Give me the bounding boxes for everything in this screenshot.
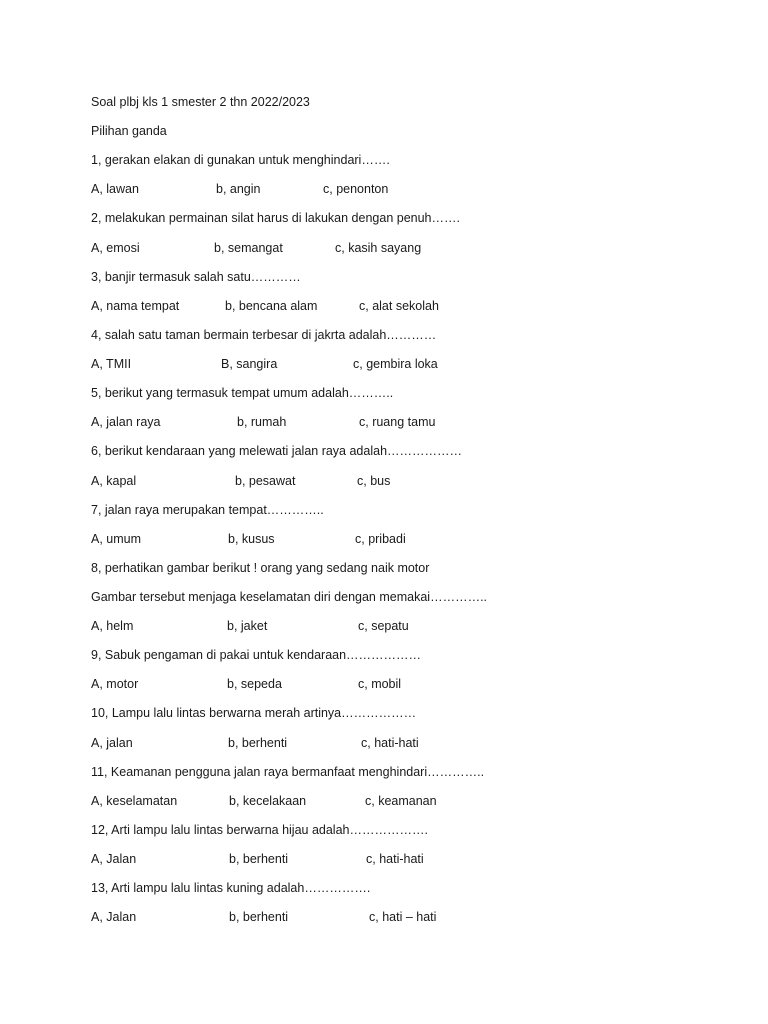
option-c: c, gembira loka: [353, 357, 438, 371]
option-c: c, sepatu: [358, 619, 409, 633]
question-8-continued: Gambar tersebut menjaga keselamatan diri dengan memakai…………..: [91, 590, 488, 604]
option-b: b, pesawat: [235, 474, 296, 488]
section-heading: Pilihan ganda: [91, 124, 167, 138]
option-a: A, motor: [91, 677, 139, 691]
option-c: c, alat sekolah: [359, 299, 439, 313]
option-b: b, kusus: [228, 532, 275, 546]
option-b: b, sepeda: [227, 677, 282, 691]
option-c: c, mobil: [358, 677, 402, 691]
option-c: c, ruang tamu: [359, 415, 436, 429]
option-a: A, TMII: [91, 357, 132, 371]
option-a: A, keselamatan: [91, 794, 178, 808]
question-11: 11, Keamanan pengguna jalan raya bermanfaat menghindari…………..: [91, 765, 485, 779]
question-3: 3, banjir termasuk salah satu…………: [91, 270, 301, 284]
option-b: b, jaket: [227, 619, 268, 633]
question-12: 12, Arti lampu lalu lintas berwarna hijau adalah……………….: [91, 823, 428, 837]
question-13: 13, Arti lampu lalu lintas kuning adalah…………….: [91, 881, 371, 895]
option-a: A, Jalan: [91, 852, 137, 866]
question-7: 7, jalan raya merupakan tempat…………..: [91, 503, 324, 517]
option-b: b, semangat: [214, 241, 283, 255]
option-c: c, pribadi: [355, 532, 406, 546]
option-a: A, helm: [91, 619, 134, 633]
option-c: c, penonton: [323, 182, 389, 196]
option-c: c, hati-hati: [366, 852, 424, 866]
option-a: A, jalan raya: [91, 415, 161, 429]
option-c: c, hati-hati: [361, 736, 419, 750]
option-b: b, berhenti: [229, 910, 289, 924]
option-b: b, bencana alam: [225, 299, 318, 313]
question-5: 5, berikut yang termasuk tempat umum adalah………..: [91, 386, 394, 400]
question-6: 6, berikut kendaraan yang melewati jalan raya adalah………………: [91, 444, 463, 458]
option-b: b, kecelakaan: [229, 794, 307, 808]
option-c: c, kasih sayang: [335, 241, 422, 255]
option-b: B, sangira: [221, 357, 278, 371]
option-a: A, kapal: [91, 474, 137, 488]
question-4: 4, salah satu taman bermain terbesar di jakrta adalah…………: [91, 328, 437, 342]
question-2: 2, melakukan permainan silat harus di lakukan dengan penuh…….: [91, 211, 460, 225]
option-a: A, jalan: [91, 736, 133, 750]
option-a: A, lawan: [91, 182, 139, 196]
option-a: A, Jalan: [91, 910, 137, 924]
option-a: A, umum: [91, 532, 142, 546]
document-title: Soal plbj kls 1 smester 2 thn 2022/2023: [91, 95, 310, 109]
option-c: c, hati – hati: [369, 910, 437, 924]
option-b: b, berhenti: [228, 736, 288, 750]
question-10: 10, Lampu lalu lintas berwarna merah artinya………………: [91, 706, 417, 720]
option-a: A, nama tempat: [91, 299, 180, 313]
option-b: b, berhenti: [229, 852, 289, 866]
question-9: 9, Sabuk pengaman di pakai untuk kendaraan………………: [91, 648, 422, 662]
option-c: c, bus: [357, 474, 391, 488]
option-b: b, rumah: [237, 415, 287, 429]
option-c: c, keamanan: [365, 794, 437, 808]
option-a: A, emosi: [91, 241, 140, 255]
question-8: 8, perhatikan gambar berikut ! orang yang sedang naik motor: [91, 561, 430, 575]
question-1: 1, gerakan elakan di gunakan untuk menghindari…….: [91, 153, 390, 167]
option-b: b, angin: [216, 182, 261, 196]
